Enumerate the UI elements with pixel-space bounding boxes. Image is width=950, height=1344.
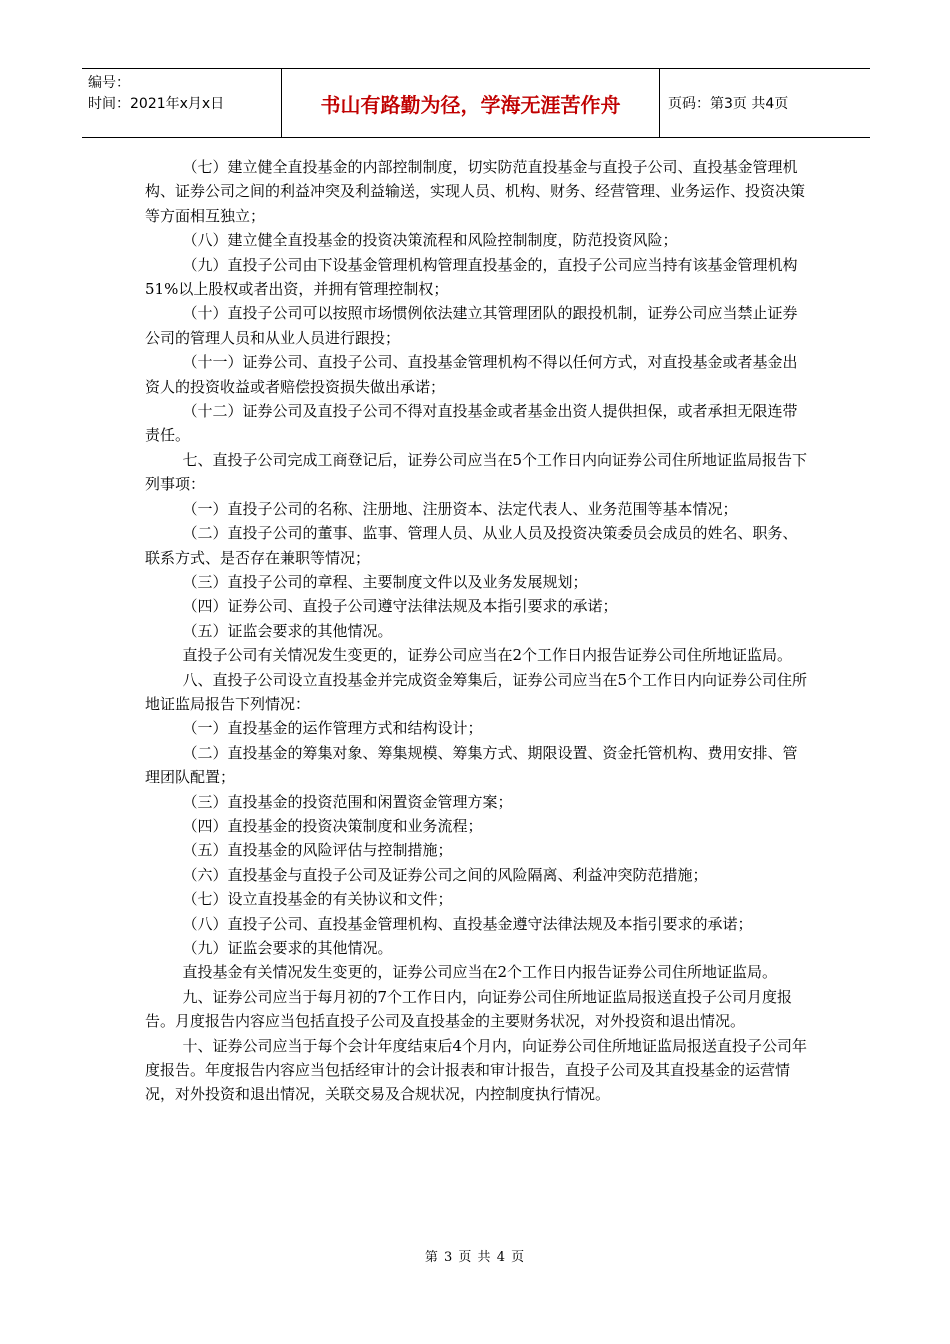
- section-heading-8: 八、直投子公司设立直投基金并完成资金筹集后，证券公司应当在5个工作日内向证券公司住所地证监局报告下列情况：: [145, 670, 808, 713]
- header-meta: [82, 69, 282, 137]
- paragraph: （七）建立健全直投基金的内部控制制度，切实防范直投基金与直投子公司、直投基金管理机构、证券公司之间的利益冲突及利益输送，实现人员、机构、财务、经营管理、业务运作、投资决策等方面相互独立；: [145, 158, 806, 225]
- section-heading-7: 七、直投子公司完成工商登记后，证券公司应当在5个工作日内向证券公司住所地证监局报告下列事项：: [145, 450, 808, 494]
- paragraph: 直投子公司有关情况发生变更的，证券公司应当在2个工作日内报告证券公司住所地证监局。: [182, 646, 793, 665]
- paragraph: （五）证监会要求的其他情况。: [182, 621, 393, 640]
- paragraph: （十一）证券公司、直投子公司、直投基金管理机构不得以任何方式，对直投基金或者基金出资人的投资收益或者赔偿投资损失做出承诺；: [145, 353, 798, 396]
- header-page-number: 页码：第3页 共4页: [668, 96, 789, 112]
- section-heading-9: 九、证券公司应当于每月初的7个工作日内，向证券公司住所地证监局报送直投子公司月度报告。月度报告内容应当包括直投子公司及直投基金的主要财务状况，对外投资和退出情况。: [145, 987, 793, 1031]
- paragraph: （九）直投子公司由下设基金管理机构管理直投基金的，直投子公司应当持有该基金管理机构51%以上股权或者出资，并拥有管理控制权；: [145, 255, 798, 299]
- paragraph: （三）直投基金的投资范围和闲置资金管理方案；: [182, 792, 513, 811]
- page-header: [82, 68, 870, 138]
- paragraph: （九）证监会要求的其他情况。: [182, 939, 393, 957]
- paragraph: （八）直投子公司、直投基金管理机构、直投基金遵守法律法规及本指引要求的承诺；: [182, 914, 753, 933]
- page-footer: 第 3 页 共 4 页: [424, 1250, 526, 1265]
- paragraph: （一）直投基金的运作管理方式和结构设计；: [182, 719, 483, 738]
- document-number: 编号：: [88, 75, 130, 91]
- paragraph: （十）直投子公司可以按照市场惯例依法建立其管理团队的跟投机制，证券公司应当禁止证券公司的管理人员和从业人员进行跟投；: [145, 304, 798, 347]
- paragraph: （二）直投基金的筹集对象、筹集规模、筹集方式、期限设置、资金托管机构、费用安排、管理团队配置；: [145, 743, 798, 787]
- paragraph: （八）建立健全直投基金的投资决策流程和风险控制制度，防范投资风险；: [182, 231, 678, 250]
- document-date: 时间：2021年x月x日: [88, 96, 225, 112]
- paragraph: （四）证券公司、直投子公司遵守法律法规及本指引要求的承诺；: [182, 597, 618, 616]
- paragraph: （三）直投子公司的章程、主要制度文件以及业务发展规划；: [182, 572, 588, 591]
- header-motto: 书山有路勤为径，学海无涯苦作舟: [282, 69, 660, 137]
- paragraph: （十二）证券公司及直投子公司不得对直投基金或者基金出资人提供担保，或者承担无限连带责任。: [145, 402, 798, 445]
- document-body: [145, 155, 810, 1107]
- paragraph: （七）设立直投基金的有关协议和文件；: [182, 890, 453, 909]
- paragraph: （四）直投基金的投资决策制度和业务流程；: [182, 816, 483, 835]
- paragraph: 直投基金有关情况发生变更的，证券公司应当在2个工作日内报告证券公司住所地证监局。: [182, 963, 778, 982]
- paragraph: （一）直投子公司的名称、注册地、注册资本、法定代表人、业务范围等基本情况；: [182, 499, 738, 518]
- paragraph: （五）直投基金的风险评估与控制措施；: [182, 841, 453, 860]
- section-heading-10: 十、证券公司应当于每个会计年度结束后4个月内，向证券公司住所地证监局报送直投子公司年度报告。年度报告内容应当包括经审计的会计报表和审计报告，直投子公司及其直投基金的运营情况，对外投资和退出情况，关联交易及合规状况，内控制度执行情况。: [145, 1036, 808, 1104]
- paragraph: （六）直投基金与直投子公司及证券公司之间的风险隔离、利益冲突防范措施；: [182, 865, 708, 884]
- paragraph: （二）直投子公司的董事、监事、管理人员、从业人员及投资决策委员会成员的姓名、职务、联系方式、是否存在兼职等情况；: [145, 524, 798, 567]
